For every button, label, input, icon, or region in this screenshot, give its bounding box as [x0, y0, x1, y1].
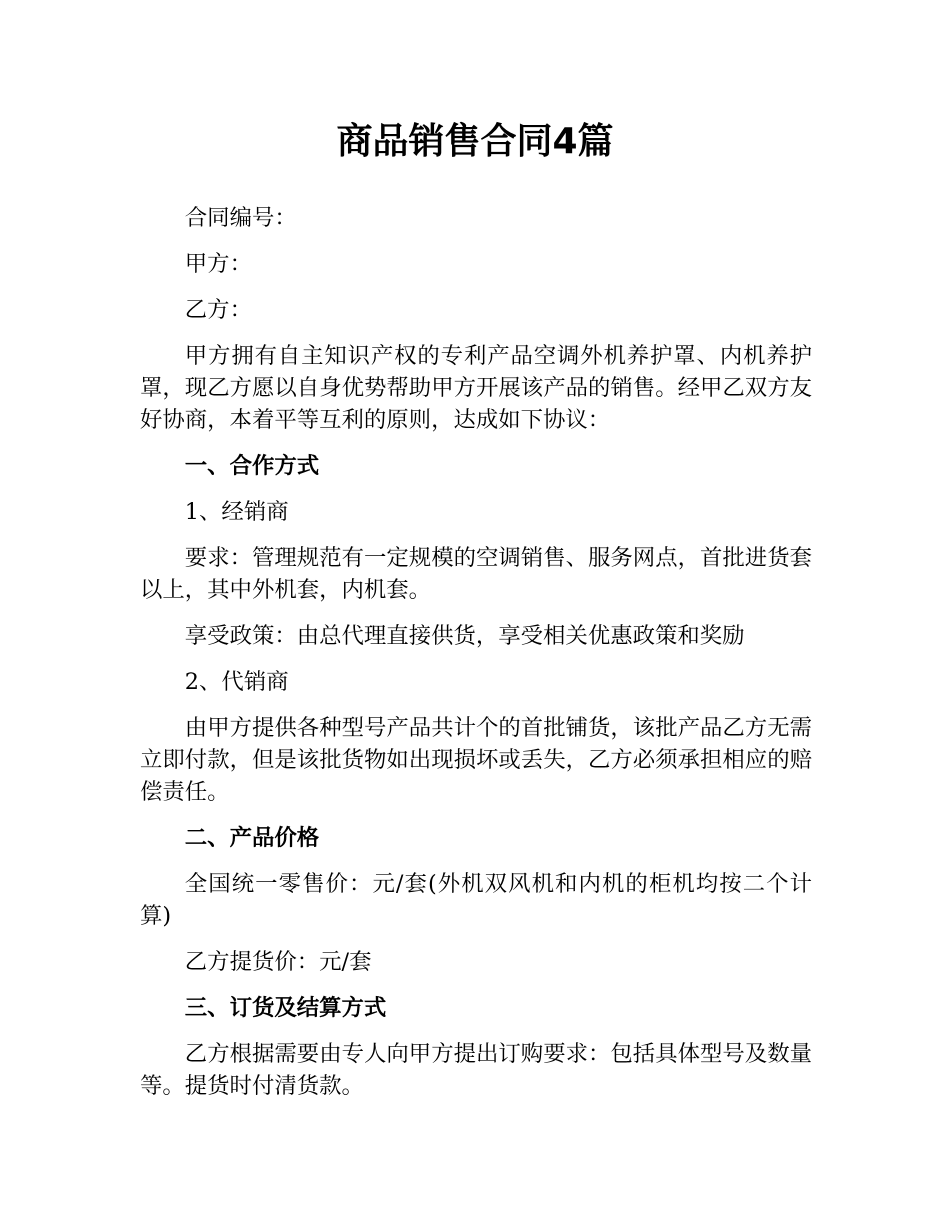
preamble-paragraph: 甲方拥有自主知识产权的专利产品空调外机养护罩、内机养护罩，现乙方愿以自身优势帮助甲方开展该产品的销售。经甲乙双方友好协商，本着平等互利的原则，达成如下协议：: [140, 343, 812, 433]
retail-price-paragraph: 全国统一零售价：元/套(外机双风机和内机的柜机均按二个计算): [140, 871, 812, 929]
document-body: [140, 202, 812, 1116]
document-title: 商品销售合同4篇: [336, 121, 614, 162]
subsection-distributor: 1、经销商: [184, 499, 289, 525]
party-a-line: 甲方：: [184, 251, 252, 277]
consignee-terms-paragraph: 由甲方提供各种型号产品共计个的首批铺货，该批产品乙方无需立即付款，但是该批货物如出现损坏或丢失，乙方必须承担相应的赔偿责任。: [140, 715, 812, 805]
distributor-requirements-paragraph: 要求：管理规范有一定规模的空调销售、服务网点，首批进货套以上，其中外机套，内机套。: [140, 545, 812, 603]
subsection-consignee: 2、代销商: [184, 669, 289, 695]
wholesale-price-paragraph: 乙方提货价：元/套: [184, 949, 372, 975]
section-heading-ordering: 三、订货及结算方式: [184, 995, 387, 1021]
party-b-line: 乙方：: [184, 297, 252, 323]
section-heading-cooperation: 一、合作方式: [184, 453, 320, 479]
section-heading-price: 二、产品价格: [184, 825, 320, 851]
contract-number-line: 合同编号：: [184, 205, 297, 231]
distributor-policy-paragraph: 享受政策：由总代理直接供货，享受相关优惠政策和奖励: [184, 623, 745, 649]
ordering-terms-paragraph: 乙方根据需要由专人向甲方提出订购要求：包括具体型号及数量等。提货时付清货款。: [140, 1041, 812, 1099]
